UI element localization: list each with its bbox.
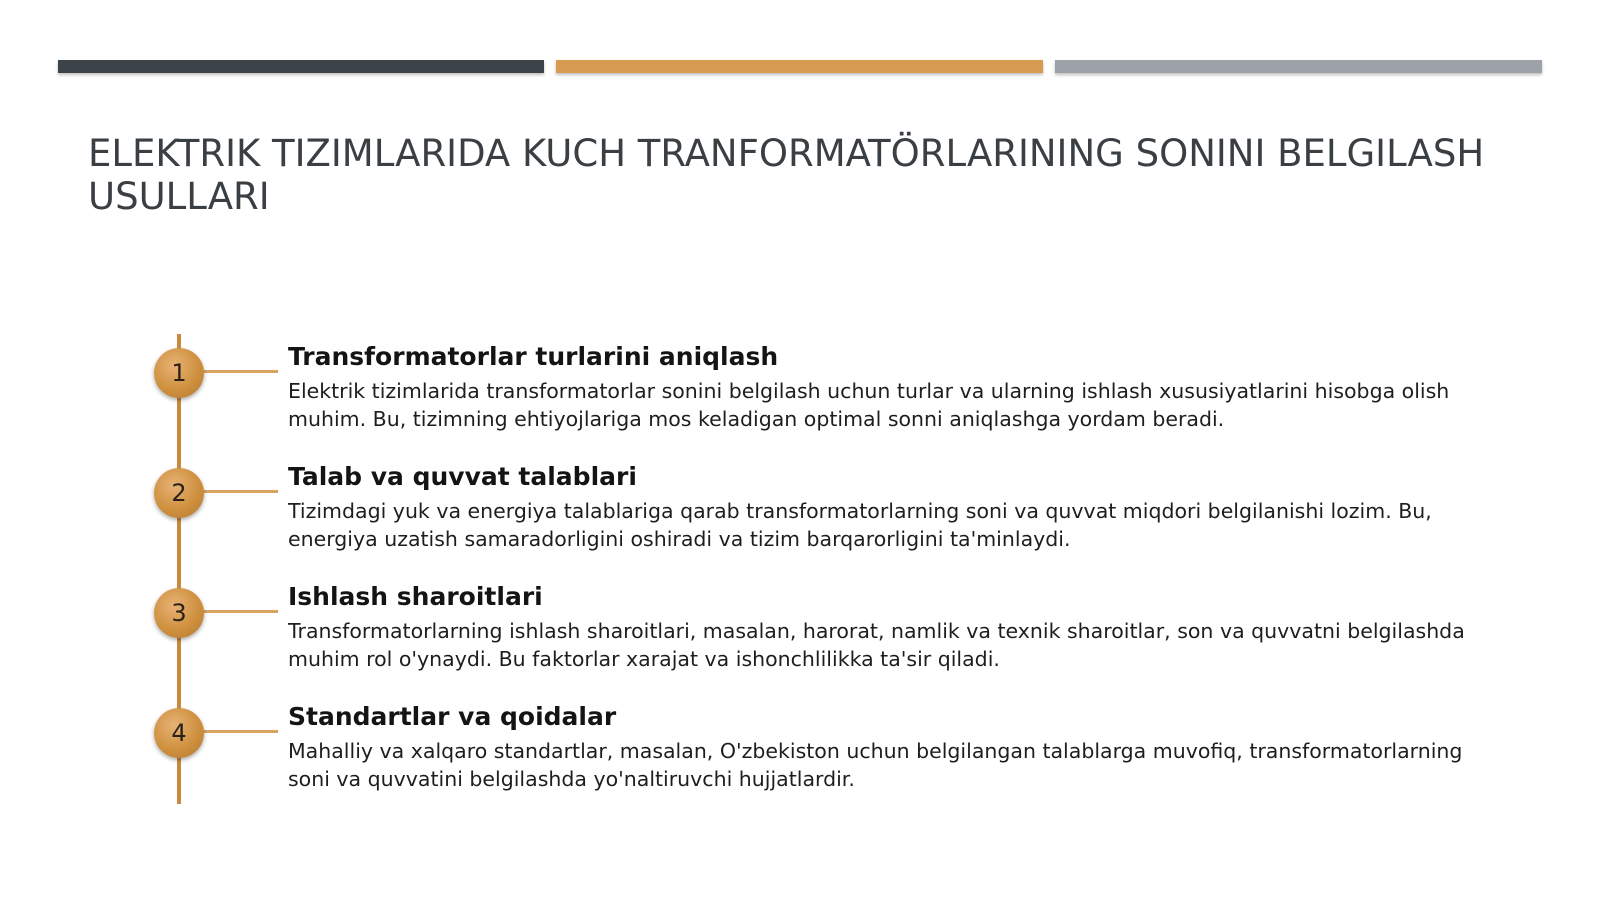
step-connector: [204, 730, 278, 733]
accent-bar-orange: [556, 60, 1043, 73]
step-title: Ishlash sharoitlari: [288, 582, 543, 611]
step-connector: [204, 490, 278, 493]
step-description: Mahalliy va xalqaro standartlar, masalan, O'zbekiston uchun belgilangan talablarga muvofiq, transformatorlarning soni va quvvatini belgilashda yo'naltiruvchi hujjatlardir.: [288, 739, 1463, 791]
step-title: Talab va quvvat talablari: [288, 462, 637, 491]
accent-bar-gray: [1055, 60, 1542, 73]
accent-bar-dark: [58, 60, 544, 73]
step-number-badge: 2: [154, 468, 204, 518]
step-title: Transformatorlar turlarini aniqlash: [288, 342, 779, 371]
step-title: Standartlar va qoidalar: [288, 702, 617, 731]
step-connector: [204, 370, 278, 373]
step-connector: [204, 610, 278, 613]
step-description: Elektrik tizimlarida transformatorlar sonini belgilash uchun turlar va ularning ishlash xususiyatlarini hisobga olish muhim. Bu, tizimning ehtiyojlariga mos keladigan optimal sonni aniqlashga yordam beradi.: [288, 379, 1450, 431]
step-number-badge: 1: [154, 348, 204, 398]
slide-title: ELEKTRIK TIZIMLARIDA KUCH TRANFORMATÖRLARINING SONINI BELGILASH USULLARI: [88, 132, 1485, 218]
step-number-badge: 3: [154, 588, 204, 638]
step-description: Transformatorlarning ishlash sharoitlari, masalan, harorat, namlik va texnik sharoitlar, son va quvvatni belgilashda muhim rol o'ynaydi. Bu faktorlar xarajat va ishonchlilikka ta'sir qiladi.: [288, 619, 1465, 671]
step-description: Tizimdagi yuk va energiya talablariga qarab transformatorlarning soni va quvvat miqdori belgilanishi lozim. Bu, energiya uzatish samaradorligini oshiradi va tizim barqarorligini ta'minlaydi.: [288, 499, 1432, 551]
step-number-badge: 4: [154, 708, 204, 758]
